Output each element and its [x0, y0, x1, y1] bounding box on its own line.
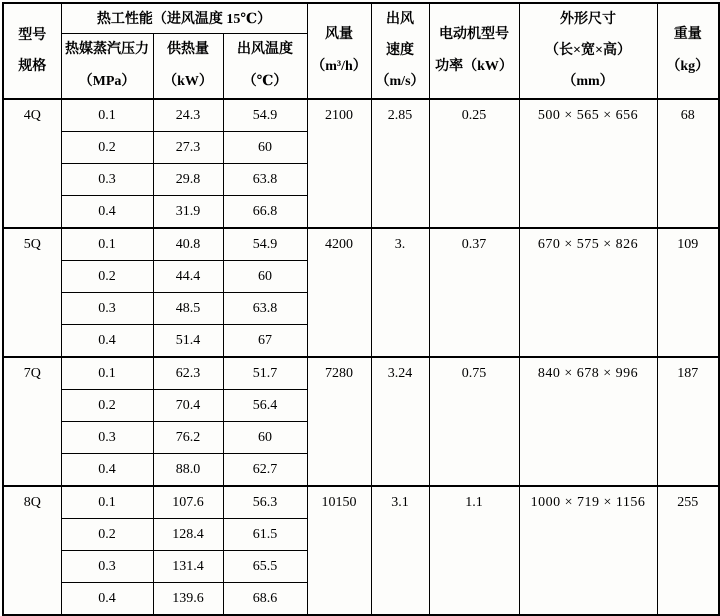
- col-header-thermal-performance: 热工性能（进风温度 15℃）: [61, 3, 307, 33]
- air-volume-cell: 10150: [307, 486, 371, 615]
- col-header-motor-power: [429, 3, 519, 99]
- outlet-temp-cell: 63.8: [223, 163, 307, 195]
- outlet-speed-cell: 3.: [371, 228, 429, 357]
- model-cell: 8Q: [3, 486, 61, 615]
- dimensions-cell: 840 × 678 × 996: [519, 357, 657, 486]
- header-row-1: [3, 3, 719, 33]
- pressure-cell: 0.3: [61, 421, 153, 453]
- col-header-outlet-temp: [223, 33, 307, 99]
- pressure-cell: 0.4: [61, 453, 153, 486]
- col-header-weight-line2: （kg）: [666, 58, 710, 74]
- outlet-temp-cell: 68.6: [223, 582, 307, 615]
- pressure-cell: 0.4: [61, 582, 153, 615]
- outlet-speed-cell: 3.1: [371, 486, 429, 615]
- heat-output-cell: 40.8: [153, 228, 223, 261]
- col-header-weight: [657, 3, 719, 99]
- heat-output-cell: 62.3: [153, 357, 223, 390]
- weight-cell: 68: [657, 99, 719, 228]
- outlet-temp-cell: 54.9: [223, 228, 307, 261]
- outlet-temp-cell: 66.8: [223, 195, 307, 228]
- col-header-heat-output-line2: （kW）: [163, 73, 213, 89]
- air-volume-cell: 2100: [307, 99, 371, 228]
- col-header-air-volume-line2: （m³/h）: [311, 58, 367, 74]
- heat-output-cell: 44.4: [153, 260, 223, 292]
- col-header-dimensions-line2: （长×宽×高）: [545, 43, 631, 59]
- air-volume-cell: 7280: [307, 357, 371, 486]
- table-row: [3, 357, 719, 390]
- weight-cell: 255: [657, 486, 719, 615]
- col-header-air-volume: [307, 3, 371, 99]
- outlet-temp-cell: 56.4: [223, 389, 307, 421]
- pressure-cell: 0.1: [61, 486, 153, 519]
- outlet-speed-cell: 3.24: [371, 357, 429, 486]
- table-row: [3, 228, 719, 261]
- col-header-dimensions-line3: （mm）: [562, 74, 614, 90]
- outlet-temp-cell: 65.5: [223, 550, 307, 582]
- heat-output-cell: 27.3: [153, 131, 223, 163]
- motor-power-cell: 0.75: [429, 357, 519, 486]
- pressure-cell: 0.4: [61, 195, 153, 228]
- pressure-cell: 0.1: [61, 99, 153, 132]
- weight-cell: 187: [657, 357, 719, 486]
- heat-output-cell: 31.9: [153, 195, 223, 228]
- outlet-temp-cell: 56.3: [223, 486, 307, 519]
- col-header-steam-pressure-line2: （MPa）: [78, 73, 136, 89]
- dimensions-cell: 1000 × 719 × 1156: [519, 486, 657, 615]
- heat-output-cell: 76.2: [153, 421, 223, 453]
- pressure-cell: 0.3: [61, 292, 153, 324]
- motor-power-cell: 0.25: [429, 99, 519, 228]
- pressure-cell: 0.1: [61, 228, 153, 261]
- pressure-cell: 0.2: [61, 389, 153, 421]
- col-header-outlet-speed: [371, 3, 429, 99]
- col-header-outlet-speed-line1: 出风: [386, 12, 415, 28]
- col-header-motor-power-line2: 功率（kW）: [435, 58, 513, 74]
- pressure-cell: 0.2: [61, 131, 153, 163]
- col-header-model-line1: 型号: [18, 27, 47, 43]
- outlet-temp-cell: 61.5: [223, 518, 307, 550]
- pressure-cell: 0.2: [61, 518, 153, 550]
- heat-output-cell: 131.4: [153, 550, 223, 582]
- outlet-temp-cell: 60: [223, 260, 307, 292]
- col-header-heat-output-line1: 供热量: [167, 41, 209, 57]
- heat-output-cell: 88.0: [153, 453, 223, 486]
- col-header-model-line2: 规格: [18, 58, 47, 74]
- heat-output-cell: 139.6: [153, 582, 223, 615]
- col-header-dimensions-line1: 外形尺寸: [560, 12, 617, 28]
- table-row: [3, 486, 719, 519]
- col-header-motor-power-line1: 电动机型号: [439, 26, 510, 42]
- col-header-model: [3, 3, 61, 99]
- pressure-cell: 0.2: [61, 260, 153, 292]
- col-header-outlet-speed-line2: 速度: [386, 43, 415, 59]
- outlet-temp-cell: 60: [223, 421, 307, 453]
- heat-output-cell: 29.8: [153, 163, 223, 195]
- model-cell: 5Q: [3, 228, 61, 357]
- air-volume-cell: 4200: [307, 228, 371, 357]
- dimensions-cell: 500 × 565 × 656: [519, 99, 657, 228]
- heat-output-cell: 70.4: [153, 389, 223, 421]
- heat-output-cell: 107.6: [153, 486, 223, 519]
- heat-output-cell: 24.3: [153, 99, 223, 132]
- pressure-cell: 0.1: [61, 357, 153, 390]
- col-header-steam-pressure: [61, 33, 153, 99]
- outlet-temp-cell: 54.9: [223, 99, 307, 132]
- col-header-air-volume-line1: 风量: [325, 26, 354, 42]
- outlet-temp-cell: 51.7: [223, 357, 307, 390]
- pressure-cell: 0.3: [61, 550, 153, 582]
- pressure-cell: 0.3: [61, 163, 153, 195]
- weight-cell: 109: [657, 228, 719, 357]
- col-header-outlet-temp-line2: （℃）: [242, 73, 288, 89]
- table-row: [3, 99, 719, 132]
- outlet-temp-cell: 62.7: [223, 453, 307, 486]
- heat-output-cell: 48.5: [153, 292, 223, 324]
- motor-power-cell: 1.1: [429, 486, 519, 615]
- outlet-temp-cell: 67: [223, 324, 307, 357]
- col-header-weight-line1: 重量: [673, 26, 702, 42]
- col-header-outlet-speed-line3: （m/s）: [375, 74, 425, 90]
- outlet-temp-cell: 60: [223, 131, 307, 163]
- motor-power-cell: 0.37: [429, 228, 519, 357]
- heat-output-cell: 128.4: [153, 518, 223, 550]
- outlet-temp-cell: 63.8: [223, 292, 307, 324]
- col-header-steam-pressure-line1: 热媒蒸汽压力: [65, 41, 149, 57]
- heat-output-cell: 51.4: [153, 324, 223, 357]
- model-cell: 7Q: [3, 357, 61, 486]
- pressure-cell: 0.4: [61, 324, 153, 357]
- col-header-dimensions: [519, 3, 657, 99]
- col-header-outlet-temp-line1: 出风温度: [237, 41, 293, 57]
- model-cell: 4Q: [3, 99, 61, 228]
- col-header-heat-output: [153, 33, 223, 99]
- outlet-speed-cell: 2.85: [371, 99, 429, 228]
- spec-table: [2, 2, 720, 616]
- dimensions-cell: 670 × 575 × 826: [519, 228, 657, 357]
